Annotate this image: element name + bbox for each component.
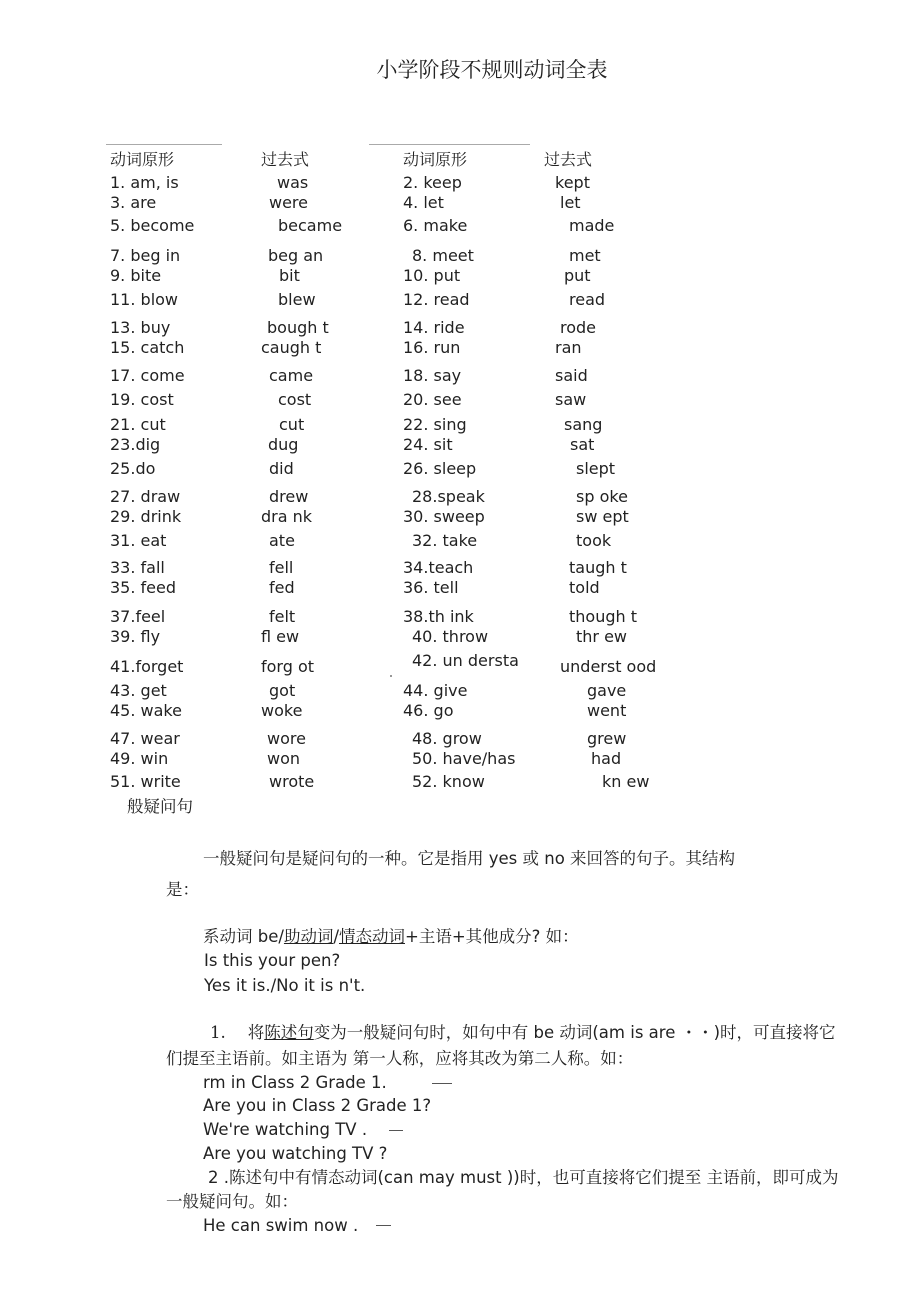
verb-base: 13. buy	[110, 318, 171, 337]
verb-past: slept	[576, 459, 616, 478]
dash-mark	[376, 1225, 391, 1226]
verb-past: did	[269, 459, 294, 478]
verb-past: though t	[569, 607, 637, 626]
header-rule-left	[106, 144, 222, 145]
verb-base: 19. cost	[110, 390, 174, 409]
header-rule-right	[369, 144, 530, 145]
verb-base: 40. throw	[412, 627, 489, 646]
verb-past: fell	[269, 558, 294, 577]
verb-base: 34.teach	[403, 558, 474, 577]
verb-base: 8. meet	[412, 246, 474, 265]
verb-past: ran	[555, 338, 582, 357]
rule2-line-1: 2 .陈述句中有情态动词(can may must ))时，也可直接将它们提至 主语前，即可成为	[208, 1168, 839, 1187]
header-past-right: 过去式	[544, 150, 593, 169]
verb-base: 30. sweep	[403, 507, 485, 526]
verb-base: 17. come	[110, 366, 185, 385]
verb-past: sat	[570, 435, 595, 454]
verb-base: 45. wake	[110, 701, 182, 720]
verb-base: 32. take	[412, 531, 478, 550]
verb-base: 9. bite	[110, 266, 162, 285]
verb-base: 6. make	[403, 216, 468, 235]
verb-past: came	[269, 366, 314, 385]
page-title: 小学阶段不规则动词全表	[376, 58, 608, 82]
verb-base: 11. blow	[110, 290, 179, 309]
verb-past: won	[267, 749, 301, 768]
verb-base: 25.do	[110, 459, 156, 478]
verb-past: became	[278, 216, 343, 235]
verb-base: 1. am, is	[110, 173, 179, 192]
verb-base: 26. sleep	[403, 459, 477, 478]
verb-base: 16. run	[403, 338, 461, 357]
structure-example-1: Is this your pen?	[204, 951, 341, 970]
verb-past: drew	[269, 487, 309, 506]
header-past-left: 过去式	[261, 150, 310, 169]
structure-part-c: /	[333, 927, 339, 946]
rule2-line-2: 一般疑问句。如：	[166, 1192, 298, 1211]
verb-past: met	[569, 246, 601, 265]
verb-past: saw	[555, 390, 587, 409]
verb-past: cost	[278, 390, 312, 409]
verb-past: read	[569, 290, 606, 309]
verb-base: 12. read	[403, 290, 470, 309]
verb-base: 28.speak	[412, 487, 485, 506]
verb-past: bough t	[267, 318, 329, 337]
verb-past: fed	[269, 578, 295, 597]
verb-past: gave	[587, 681, 627, 700]
dash-mark	[432, 1083, 452, 1084]
verb-past: wrote	[269, 772, 315, 791]
rule1-number: 1.	[210, 1023, 226, 1042]
rule1-part-c: 变为一般疑问句时，如句中有 be 动词(am is are ・・)时，可直接将它	[313, 1023, 836, 1042]
verb-past: put	[564, 266, 591, 285]
verb-past: let	[560, 193, 581, 212]
verb-past: cut	[279, 415, 305, 434]
verb-base: 37.feel	[110, 607, 166, 626]
verb-base: 46. go	[403, 701, 454, 720]
verb-base: 22. sing	[403, 415, 467, 434]
verb-base: 47. wear	[110, 729, 180, 748]
verb-base: 38.th ink	[403, 607, 474, 626]
verb-past: kn ew	[602, 772, 650, 791]
verb-past: woke	[261, 701, 303, 720]
verb-base: 5. become	[110, 216, 195, 235]
verb-base: 50. have/has	[412, 749, 516, 768]
verb-base: 49. win	[110, 749, 169, 768]
header-base-left: 动词原形	[110, 150, 175, 169]
verb-base: 35. feed	[110, 578, 177, 597]
dash-mark	[389, 1130, 403, 1131]
verb-base: 39. fly	[110, 627, 161, 646]
rule1-example-3: We're watching TV .	[203, 1120, 368, 1139]
verb-base: 42. un dersta	[412, 651, 519, 670]
verb-base: 18. say	[403, 366, 462, 385]
structure-example-2: Yes it is./No it is n't.	[204, 976, 366, 995]
verb-past: felt	[269, 607, 296, 626]
verb-base: 2. keep	[403, 173, 462, 192]
verb-past: sw ept	[576, 507, 629, 526]
verb-base: 29. drink	[110, 507, 182, 526]
verb-past: ate	[269, 531, 295, 550]
verb-base: 51. write	[110, 772, 181, 791]
verb-past: were	[269, 193, 308, 212]
verb-base: 33. fall	[110, 558, 165, 577]
verb-past: sp oke	[576, 487, 628, 506]
verb-base: 15. catch	[110, 338, 185, 357]
verb-past: fl ew	[261, 627, 300, 646]
rule1-part-a: 将	[247, 1023, 265, 1042]
verb-past: said	[555, 366, 588, 385]
verb-past: made	[569, 216, 615, 235]
verb-past: dra nk	[261, 507, 313, 526]
rule1-part-b: 陈述句	[264, 1023, 314, 1042]
verb-base: 41.forget	[110, 657, 184, 676]
rule2-example-1: He can swim now .	[203, 1216, 359, 1235]
verb-base: 4. let	[403, 193, 444, 212]
structure-part-b: 助动词	[283, 927, 334, 946]
verb-base: 7. beg in	[110, 246, 181, 265]
verb-base: 52. know	[412, 772, 485, 791]
verb-past: was	[277, 173, 309, 192]
rule1-example-1: rm in Class 2 Grade 1.	[203, 1073, 387, 1092]
verb-base: 14. ride	[403, 318, 465, 337]
intro-line-2: 是：	[166, 880, 199, 899]
verb-past: dug	[268, 435, 299, 454]
rule1-example-2: Are you in Class 2 Grade 1?	[203, 1096, 432, 1115]
verb-past: told	[569, 578, 600, 597]
verb-base: 21. cut	[110, 415, 166, 434]
verb-past: got	[269, 681, 296, 700]
verb-past: bit	[279, 266, 300, 285]
verb-past: wore	[267, 729, 306, 748]
verb-past: sang	[564, 415, 603, 434]
rule1-line-1	[210, 1022, 836, 1044]
verb-base: 23.dig	[110, 435, 161, 454]
verb-past: beg an	[268, 246, 324, 265]
rule1-line-2: 们提至主语前。如主语为 第一人称，应将其改为第二人称。如：	[166, 1049, 634, 1068]
verb-past: grew	[587, 729, 627, 748]
verb-base: 31. eat	[110, 531, 167, 550]
verb-past: kept	[555, 173, 590, 192]
structure-part-a: 系动词 be/	[203, 927, 284, 946]
verb-past: underst ood	[560, 657, 657, 676]
verb-base: 27. draw	[110, 487, 181, 506]
structure-line	[203, 926, 579, 948]
verb-base: 44. give	[403, 681, 468, 700]
verb-past: went	[587, 701, 627, 720]
verb-past: took	[576, 531, 612, 550]
verb-past: taugh t	[569, 558, 627, 577]
rule1-example-4: Are you watching TV ?	[203, 1144, 388, 1163]
verb-base: 20. see	[403, 390, 462, 409]
verb-past: caugh t	[261, 338, 322, 357]
structure-part-d: 情态动词	[339, 927, 405, 946]
verb-base: 48. grow	[412, 729, 482, 748]
verb-base: 43. get	[110, 681, 167, 700]
verb-past: blew	[278, 290, 316, 309]
verb-base: 10. put	[403, 266, 461, 285]
verb-base: 3. are	[110, 193, 157, 212]
intro-line-1: 一般疑问句是疑问句的一种。它是指用 yes 或 no 来回答的句子。其结构	[203, 849, 736, 868]
header-base-right: 动词原形	[403, 150, 468, 169]
section-heading: 般疑问句	[127, 797, 193, 816]
structure-part-e: +主语+其他成分? 如：	[405, 927, 579, 946]
verb-past: rode	[560, 318, 597, 337]
verb-base: 24. sit	[403, 435, 453, 454]
verb-base: 36. tell	[403, 578, 459, 597]
verb-past: had	[591, 749, 622, 768]
stray-dot	[390, 675, 392, 677]
verb-past: thr ew	[576, 627, 628, 646]
verb-past: forg ot	[261, 657, 315, 676]
